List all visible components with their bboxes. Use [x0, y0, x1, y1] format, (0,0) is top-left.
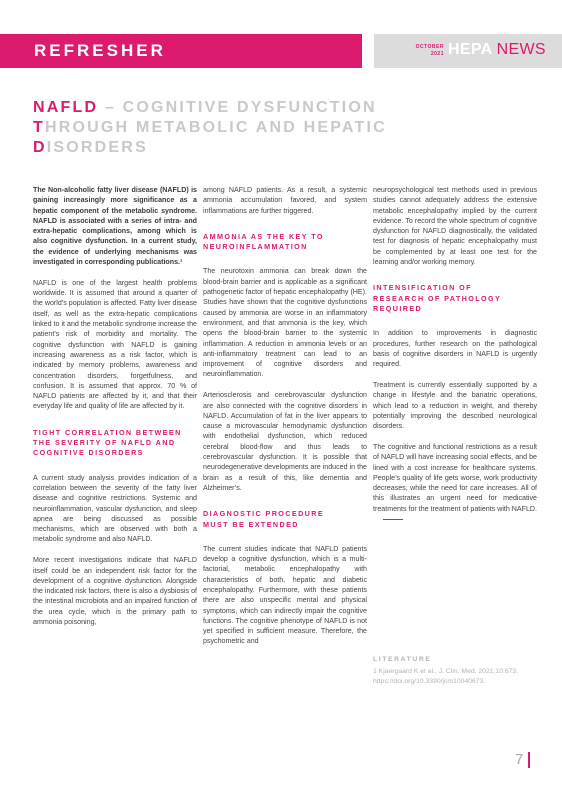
- heading-line: TIGHT CORRELATION BETWEEN: [33, 427, 182, 437]
- body-paragraph: The current studies indicate that NAFLD patients develop a cognitive dysfunction, which is a multi-factorial, metabolic encephalopathy with characteristics of both, hepatic and diabetic encephalopathy. Furthermore, with these patients there are also unspecific mental and physical symptoms, which can indirectly impair the cognitive functions. The cognitive phenotype of NAFLD is not yet specified in sufficient measure. Therefore, the psychometric and: [203, 544, 367, 646]
- column-2: [203, 185, 367, 657]
- column-3: [373, 185, 537, 535]
- section-heading: [33, 428, 197, 459]
- section-band: [0, 34, 362, 68]
- article-title: [33, 98, 533, 158]
- title-initial-3: D: [33, 139, 47, 156]
- body-paragraph: More recent investigations indicate that NAFLD itself could be an independent risk factor for the development of a cognitive dysfunction. Alongside the indicated risk factors, there is also a dysbiosis of the intestinal microbiota and an impaired function of the urea cycle, which is the primary path to ammonia poisoning,: [33, 556, 197, 626]
- body-paragraph: neuropsychological test methods used in previous studies cannot adequately address the extensive metabolic encephalopathy implied by the current evidence. To record the whole spectrum of cognitive dysfunction for NAFLD diagnostically, the validated test for diagnosis of hepatic encephalopathy must be complemented by at least one test for the learning and/or working memory.: [373, 186, 537, 267]
- magazine-masthead: [374, 34, 562, 68]
- issue-date: [408, 44, 444, 58]
- body-paragraph: among NAFLD patients. As a result, a systemic ammonia accumulation favored, and system inflammations are further triggered.: [203, 186, 367, 215]
- title-line-2: [33, 118, 533, 138]
- page-number-bar: [528, 752, 530, 768]
- body-paragraph-last: [373, 442, 537, 524]
- column-1: [33, 185, 197, 638]
- end-mark: [383, 519, 403, 520]
- issue-month: OCTOBER: [415, 44, 444, 50]
- magazine-logo: [448, 41, 546, 59]
- section-heading: [373, 283, 537, 314]
- body-paragraph: Arteriosclerosis and cerebrovascular dysfunction are also connected with the cognitive disorders in NAFLD. Accumulation of fat in the liver appears to cause a microvascular hemodynamic dysfunction with endothelial dysfunction, which reduced cerebral blood-flow and thus leads to cerebrovascular dysfunction. It is possible that neurodegenerative developments are induced in the brain as a result of this, like dementia and Alzheimer’s.: [203, 391, 367, 492]
- heading-line: NEUROINFLAMMATION: [203, 242, 308, 252]
- heading-line: RESEARCH OF PATHOLOGY: [373, 293, 502, 303]
- section-heading: [203, 232, 367, 253]
- last-paragraph-text: The cognitive and functional restrictions as a result of NAFLD will have increasing social effects, and be lined with a cost increase for healthcare systems. People’s quality of life gets worse, work productivity decreases, while the need for care increases. All of this illustrates an urgent need for medicative treatments for the treatment of patients with NAFLD.: [373, 442, 538, 513]
- lead-paragraph: The Non-alcoholic fatty liver disease (NAFLD) is gaining increasingly more significance as a hepatic component of the metabolic syndrome. NAFLD is associated with a series of intra- and extra-hepatic complications, among which is also cognitive dysfunction. In a current study, the evidence of underlying mechanisms was investigated in corresponding publications.¹: [33, 186, 197, 267]
- literature-block: [373, 655, 537, 687]
- logo-hepa: HEPA: [448, 41, 492, 58]
- issue-year: 2021: [430, 51, 444, 57]
- literature-reference: 1 Kjaergaard K et al., J. Clin. Med. 2021;10:673. https://doi.org/10.3390/jcm10040673.: [373, 668, 519, 685]
- body-paragraph: In addition to improvements in diagnostic procedures, further research on the pathological basis of cognitive disorders in NAFLD is urgently required.: [373, 329, 537, 369]
- title-highlight: NAFLD: [33, 99, 99, 116]
- literature-heading: LITERATURE: [373, 656, 432, 663]
- title-rest-1: – COGNITIVE DYSFUNCTION: [98, 99, 377, 116]
- section-label: REFRESHER: [34, 41, 166, 60]
- heading-line: MUST BE EXTENDED: [203, 519, 299, 529]
- heading-line: THE SEVERITY OF NAFLD AND: [33, 438, 176, 448]
- page-number: 7: [515, 751, 524, 768]
- heading-line: DIAGNOSTIC PROCEDURE: [203, 509, 325, 519]
- title-rest-2: HROUGH METABOLIC AND HEPATIC: [44, 119, 387, 136]
- heading-line: AMMONIA AS THE KEY TO: [203, 231, 324, 241]
- section-heading: [203, 509, 367, 530]
- heading-line: COGNITIVE DISORDERS: [33, 448, 144, 458]
- body-paragraph: A current study analysis provides indication of a correlation between the severity of the fatty liver disease and cognitive restrictions. Systemic and neuroinflammation, vascular dysfunction, and sleep apnea are being discussed as possible mechanisms, which are observed with both a metabolic syndrome and also NAFLD.: [33, 473, 197, 544]
- title-rest-3: ISORDERS: [46, 139, 148, 156]
- title-line-3: [33, 138, 533, 158]
- body-paragraph: The neurotoxin ammonia can break down the blood-brain barrier and is applicable as a significant pathogenetic factor of hepatic encephalopathy (HE). Studies have shown that the cognitive dysfunctions caused by ammonia are worse in an inflammatory environment, and that ammonia is the key, which opens the blood-brain barrier to the systemic inflammation. A reduction in ammonia levels or an anti-inflammatory treatment can lead to an improvement of cognitive disorders and neuroinflammation.: [203, 267, 367, 379]
- title-line-1: [33, 98, 533, 118]
- heading-line: INTENSIFICATION OF: [373, 283, 472, 293]
- logo-news: NEWS: [496, 41, 546, 58]
- title-initial-2: T: [33, 119, 45, 136]
- heading-line: REQUIRED: [373, 303, 423, 313]
- body-paragraph: Treatment is currently essentially supported by a change in lifestyle and the bariatric operations, which lead to a reduction in weight, and thereby potentially improving the described neurological disorders.: [373, 380, 537, 431]
- body-paragraph: NAFLD is one of the largest health problems worldwide. It is assumed that around a quarter of the world’s population is affected. Fatty liver disease itself, as well as the extra-hepatic complications linked to it and the metabolic syndrome increase the patient’s risk of morbidity and mortality. The cognitive dysfunction with NAFLD is gaining increasing awareness as a risk factor, which is indicated by memory problems, awareness and concentration disorders, forgetfulness, and confusion. It is assumed that approx. 70 % of NAFLD patients are affected by it, and that their everyday life and quality of life are affected by it.: [33, 278, 197, 411]
